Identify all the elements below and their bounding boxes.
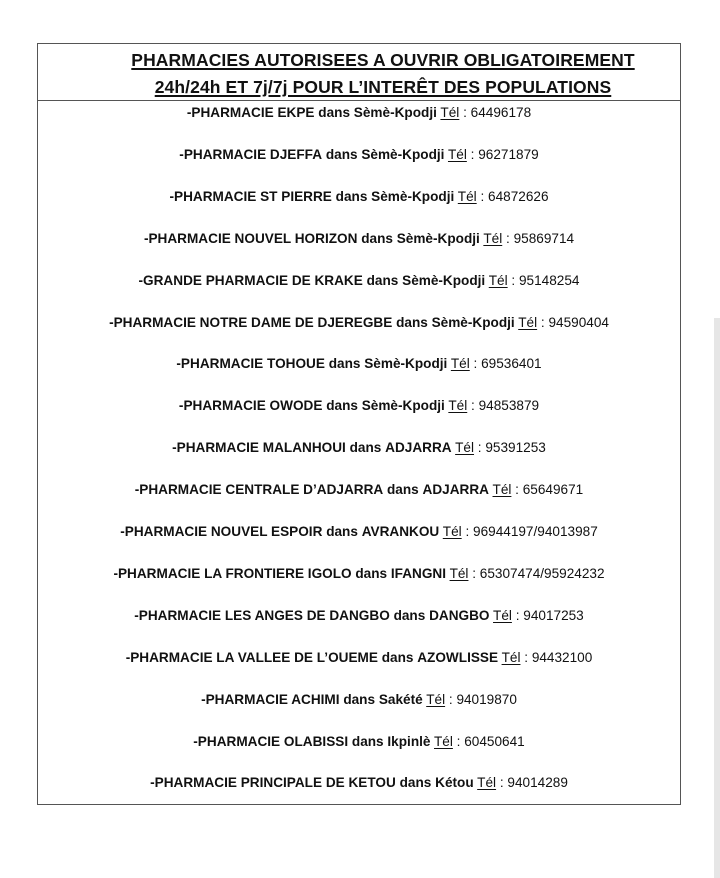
pharmacy-entry [38, 104, 680, 122]
pharmacy-entry [38, 439, 680, 457]
pharmacy-entry [38, 607, 680, 625]
pharmacy-location: DANGBO [429, 607, 490, 623]
tel-separator: : [461, 524, 474, 539]
dans-word: dans [326, 398, 358, 414]
pharmacy-name: -PHARMACIE NOTRE DAME DE DJEREGBE [109, 314, 393, 330]
tel-label: Tél [455, 440, 475, 456]
tel-label: Tél [434, 733, 453, 749]
pharmacy-entry [38, 188, 680, 206]
dans-word: dans [351, 733, 384, 749]
tel-label: Tél [493, 607, 512, 623]
tel-separator: : [452, 733, 465, 749]
dans-word: dans [349, 440, 382, 456]
pharmacy-name: -PHARMACIE OLABISSI [193, 733, 349, 749]
tel-label: Tél [483, 230, 503, 246]
pharmacy-phone: 94014289 [507, 775, 568, 791]
tel-separator: : [459, 105, 471, 120]
pharmacy-location: Sèmè-Kpodji [353, 105, 437, 120]
pharmacy-entry [38, 733, 680, 751]
pharmacy-phone: 64496178 [470, 105, 532, 120]
pharmacy-name: -PHARMACIE MALANHOUI [172, 440, 346, 456]
pharmacy-name: -PHARMACIE CENTRALE D’ADJARRA [134, 482, 384, 498]
pharmacy-entry [38, 397, 680, 415]
pharmacy-location: AVRANKOU [361, 524, 440, 539]
pharmacy-name: -PHARMACIE EKPE [186, 105, 315, 120]
tel-label: Tél [501, 649, 521, 665]
pharmacy-phone: 65649671 [522, 482, 584, 498]
pharmacy-location: Sèmè-Kpodji [402, 272, 486, 288]
pharmacy-location: Sèmè-Kpodji [364, 356, 448, 372]
pharmacy-entry [38, 355, 680, 373]
tel-label: Tél [442, 524, 462, 539]
tel-label: Tél [518, 314, 538, 330]
pharmacy-phone: 95391253 [485, 440, 546, 456]
pharmacy-name: -PHARMACIE DJEFFA [179, 146, 323, 162]
pharmacy-entry [38, 272, 680, 290]
notice-title-line-1: PHARMACIES AUTORISEES A OUVRIR OBLIGATOIREMENT [131, 50, 635, 70]
dans-word: dans [328, 356, 361, 372]
pharmacy-location: Sèmè-Kpodji [396, 230, 480, 246]
pharmacy-entry [38, 565, 680, 583]
dans-word: dans [318, 105, 351, 120]
pharmacy-location: Sèmè-Kpodji [361, 398, 445, 414]
dans-word: dans [361, 230, 393, 246]
tel-separator: : [496, 775, 508, 791]
pharmacy-location: AZOWLISSE [417, 649, 499, 665]
tel-label: Tél [450, 356, 470, 372]
pharmacy-location: Sèmè-Kpodji [431, 314, 515, 330]
tel-separator: : [468, 565, 480, 581]
tel-separator: : [466, 146, 479, 162]
pharmacy-location: ADJARRA [385, 440, 452, 456]
pharmacy-entry [38, 230, 680, 248]
tel-label: Tél [477, 775, 497, 791]
pharmacy-entry [38, 314, 680, 332]
tel-separator: : [537, 314, 549, 330]
pharmacy-entry [38, 523, 680, 541]
pharmacy-name: -PHARMACIE NOUVEL HORIZON [143, 230, 358, 246]
pharmacy-entry [38, 774, 680, 792]
dans-word: dans [396, 314, 428, 330]
pharmacy-phone: 64872626 [488, 188, 549, 204]
tel-separator: : [445, 691, 457, 707]
tel-label: Tél [457, 188, 477, 204]
tel-label: Tél [426, 691, 446, 707]
pharmacy-name: -PHARMACIE OWODE [178, 398, 323, 414]
notice-title-line-2: 24h/24h ET 7j/7j POUR L’INTERÊT DES POPULATIONS [154, 77, 612, 97]
tel-separator: : [502, 230, 514, 246]
pharmacy-phone: 65307474/95924232 [479, 565, 605, 581]
pharmacy-phone: 60450641 [464, 733, 525, 749]
pharmacy-entry [38, 691, 680, 709]
pharmacy-name: -PHARMACIE NOUVEL ESPOIR [120, 524, 323, 539]
dans-word: dans [335, 188, 368, 204]
pharmacy-name: -PHARMACIE PRINCIPALE DE KETOU [150, 775, 396, 791]
dans-word: dans [387, 482, 419, 498]
tel-separator: : [511, 482, 523, 498]
pharmacy-notice-frame [37, 43, 681, 805]
pharmacy-name: -PHARMACIE LES ANGES DE DANGBO [134, 607, 390, 623]
dans-word: dans [399, 775, 432, 791]
pharmacy-phone: 69536401 [481, 356, 542, 372]
pharmacy-location: Kétou [435, 775, 474, 791]
pharmacy-location: IFANGNI [390, 565, 447, 581]
tel-separator: : [467, 398, 479, 414]
dans-word: dans [355, 565, 388, 581]
pharmacy-name: -GRANDE PHARMACIE DE KRAKE [138, 272, 363, 288]
pharmacy-phone: 96944197/94013987 [473, 524, 598, 539]
pharmacy-entry [38, 146, 680, 164]
dans-word: dans [393, 607, 426, 623]
pharmacy-location: ADJARRA [422, 482, 489, 498]
pharmacy-phone: 95148254 [518, 272, 580, 288]
pharmacy-name: -PHARMACIE ST PIERRE [169, 188, 332, 204]
pharmacy-phone: 94432100 [531, 649, 593, 665]
dans-word: dans [366, 272, 399, 288]
scrollbar-track[interactable] [714, 318, 720, 878]
dans-word: dans [381, 649, 414, 665]
pharmacy-location: Sèmè-Kpodji [371, 188, 455, 204]
pharmacy-phone: 94590404 [548, 314, 609, 330]
pharmacy-location: Ikpinlè [387, 733, 431, 749]
dans-word: dans [343, 691, 376, 707]
tel-label: Tél [448, 398, 468, 414]
dans-word: dans [326, 524, 358, 539]
pharmacy-phone: 94853879 [478, 398, 540, 414]
pharmacy-entry [38, 649, 680, 667]
pharmacy-location: Sèmè-Kpodji [361, 146, 445, 162]
pharmacy-entry [38, 481, 680, 499]
tel-separator: : [507, 272, 519, 288]
pharmacy-location: Sakété [378, 691, 423, 707]
notice-header [38, 44, 680, 101]
pharmacy-phone: 94017253 [523, 607, 584, 623]
tel-label: Tél [492, 482, 512, 498]
pharmacy-phone: 95869714 [513, 230, 575, 246]
tel-separator: : [520, 649, 532, 665]
tel-label: Tél [447, 146, 467, 162]
tel-label: Tél [488, 272, 508, 288]
tel-separator: : [474, 440, 486, 456]
tel-separator: : [476, 188, 489, 204]
tel-separator: : [469, 356, 482, 372]
pharmacy-phone: 94019870 [456, 691, 517, 707]
pharmacy-phone: 96271879 [478, 146, 539, 162]
pharmacy-name: -PHARMACIE ACHIMI [201, 691, 340, 707]
pharmacy-name: -PHARMACIE LA FRONTIERE IGOLO [113, 565, 352, 581]
tel-label: Tél [440, 105, 460, 120]
pharmacy-name: -PHARMACIE LA VALLEE DE L’OUEME [125, 649, 378, 665]
tel-separator: : [511, 607, 524, 623]
dans-word: dans [325, 146, 358, 162]
pharmacy-name: -PHARMACIE TOHOUE [176, 356, 325, 372]
tel-label: Tél [449, 565, 469, 581]
